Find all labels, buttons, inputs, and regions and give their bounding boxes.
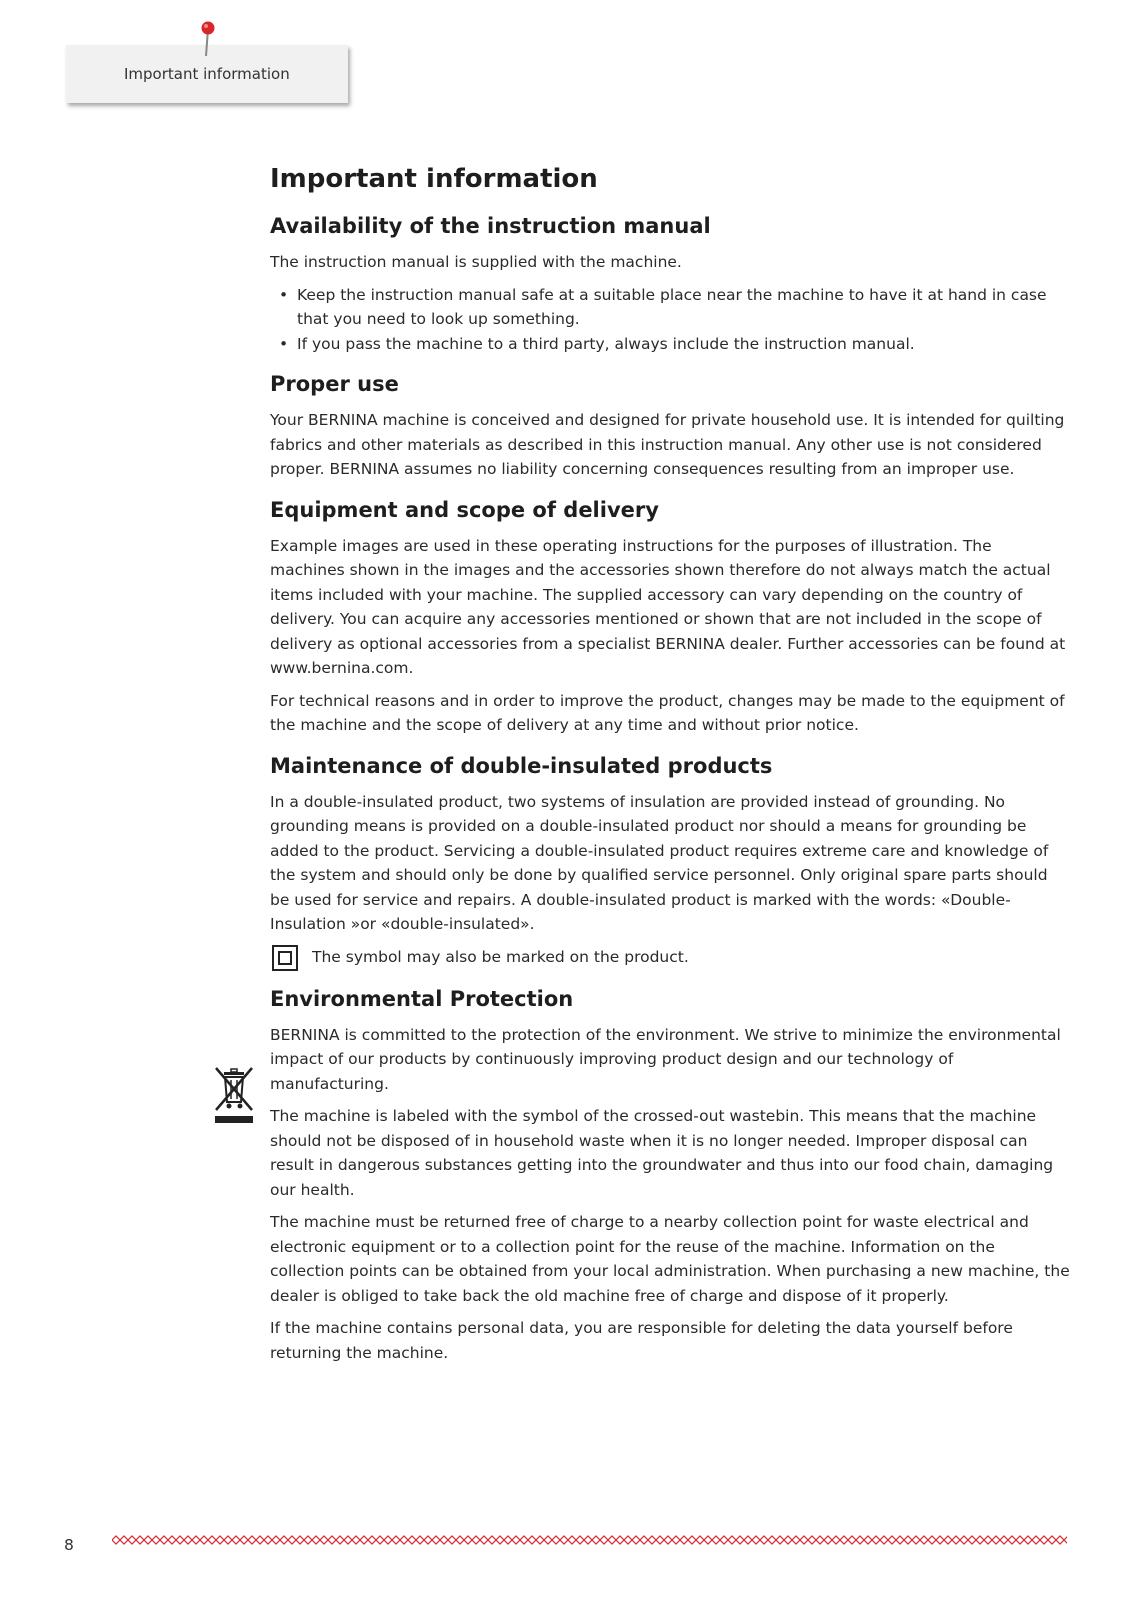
list-item: • Keep the instruction manual safe at a suitable place near the machine to have it at hand in case that you need to look up something. xyxy=(270,283,1070,332)
main-content xyxy=(270,160,1070,1379)
paragraph: In a double-insulated product, two systems of insulation are provided instead of grounding. No grounding means is provided on a double-insulated product nor should a means for grounding be added to the product. Servicing a double-insulated product requires extreme care and knowledge of the system and should only be done by qualified service personnel. Only original spare parts should be used for service and repairs. A double-insulated product is marked with the words: «Double-Insulation »or «double-insulated». xyxy=(270,792,1049,933)
crossed-out-wastebin-icon xyxy=(214,1066,254,1124)
pushpin-icon xyxy=(196,20,220,58)
paragraph: The machine is labeled with the symbol of the crossed-out wastebin. This means that the machine should not be disposed of in household waste when it is no longer needed. Improper disposal can result in dangerous substances getting into the groundwater and thus into our food chain, damaging our health. xyxy=(270,1107,1054,1199)
section-maintenance xyxy=(270,752,1070,971)
list-item: • If you pass the machine to a third party, always include the instruction manual. xyxy=(270,332,1070,357)
section-heading: Maintenance of double-insulated products xyxy=(270,753,773,778)
section-heading: Proper use xyxy=(270,372,399,396)
section-availability xyxy=(270,212,1070,356)
symbol-note: The symbol may also be marked on the product. xyxy=(312,948,689,967)
page-title: Important information xyxy=(270,164,598,194)
header-tab-label: Important information xyxy=(124,65,290,83)
paragraph: For technical reasons and in order to improve the product, changes may be made to the equipment of the machine and the scope of delivery at any time and without prior notice. xyxy=(270,691,1065,734)
section-heading: Environmental Protection xyxy=(270,986,574,1011)
paragraph: If the machine contains personal data, you are responsible for deleting the data yourself before returning the machine. xyxy=(270,1319,1013,1362)
decorative-footer-border xyxy=(112,1533,1067,1547)
section-proper-use xyxy=(270,370,1070,482)
paragraph: The machine must be returned free of charge to a nearby collection point for waste electrical and electronic equipment or to a collection point for the reuse of the machine. Information on the collection points can be obtained from your local administration. When purchasing a new machine, the dealer is obliged to take back the old machine free of charge and dispose of it properly. xyxy=(270,1213,1070,1305)
double-insulation-icon xyxy=(272,945,298,971)
page-number: 8 xyxy=(64,1536,74,1554)
paragraph: BERNINA is committed to the protection of the environment. We strive to minimize the environmental impact of our products by continuously improving product design and our technology of manufacturing. xyxy=(270,1025,1061,1093)
paragraph: Your BERNINA machine is conceived and designed for private household use. It is intended for quilting fabrics and other materials as described in this instruction manual. Any other use is not considered proper. BERNINA assumes no liability concerning consequences resulting from an improper use. xyxy=(270,411,1065,478)
symbol-note-row xyxy=(270,945,1070,971)
section-heading: Equipment and scope of delivery xyxy=(270,497,659,522)
section-heading: Availability of the instruction manual xyxy=(270,214,711,238)
paragraph: Example images are used in these operating instructions for the purposes of illustration. The machines shown in the images and the accessories shown therefore do not always match the actual items included with your machine. The supplied accessory can vary depending on the country of delivery. You can acquire any accessories mentioned or shown that are not included in the scope of delivery as optional accessories from a specialist BERNINA dealer. Further accessories can be found at www.bernina.com. xyxy=(270,536,1066,677)
section-equipment xyxy=(270,496,1070,738)
paragraph: The instruction manual is supplied with the machine. xyxy=(270,253,682,271)
bullet-list xyxy=(270,283,1070,357)
section-environment xyxy=(270,985,1070,1366)
